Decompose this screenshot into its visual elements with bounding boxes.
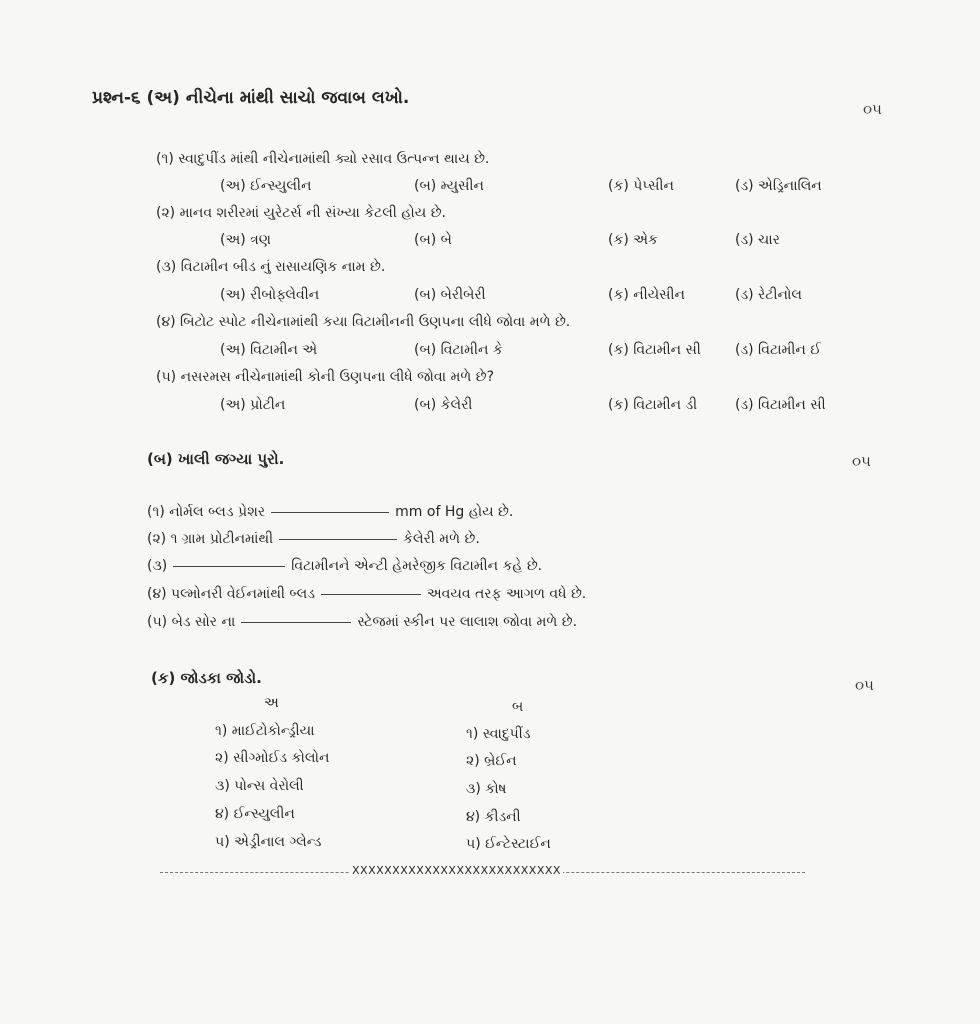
fill-blank-1-pre: (૧) નોર્મલ બ્લડ પ્રેશર (147, 504, 266, 520)
fill-blank-4 (147, 586, 586, 602)
mcq-3-option-b: (બ) બેરીબેરી (414, 287, 486, 303)
mcq-4-option-d: (ડ) વિટામીન ઈ (735, 342, 822, 358)
mcq-4-option-a: (અ) વિટામીન એ (220, 342, 318, 358)
fill-blank-2 (147, 531, 480, 547)
fill-blank-1 (147, 504, 513, 520)
mcq-4-question: (૪) બિટોટ સ્પોટ નીચેનામાંથી કયા વિટામીનની ઉણપના લીધે જોવા મળે છે. (156, 314, 571, 330)
fill-blank-5-post: સ્ટેજમાં સ્કીન પર લાલાશ જોવા મળે છે. (357, 614, 578, 630)
mcq-3-question: (૩) વિટામીન બીડ નું રાસાયણિક નામ છે. (156, 259, 386, 275)
fill-blank-1-post: mm of Hg હોય છે. (395, 504, 514, 520)
fill-blank-4-pre: (૪) પલ્મોનરી વેઈનમાંથી બ્લડ (147, 586, 315, 602)
fill-blank-3-post: વિટામીનને એન્ટી હેમરેજીક વિટામીન કહે છે. (291, 558, 543, 574)
match-b-1: ૧) સ્વાદુપીંડ (466, 726, 531, 742)
mcq-1-question: (૧) સ્વાદુપીંડ માંથી નીચેનામાંથી ક્યો રસાવ ઉત્પન્ન થાય છે. (156, 151, 490, 167)
match-b-4: ૪) કીડની (466, 809, 521, 825)
fill-blank-5 (147, 614, 577, 630)
match-a-2: ૨) સીગ્મોઈડ કોલોન (215, 750, 330, 766)
fill-blank-2-post: કેલેરી મળે છે. (403, 531, 480, 547)
match-b-2: ૨) બ્રેઈન (466, 753, 517, 769)
fill-blank-2-line (279, 539, 397, 540)
section-a-marks: ૦૫ (863, 100, 882, 118)
match-a-4: ૪) ઈન્સ્યુલીન (215, 806, 295, 822)
match-a-1: ૧) માઈટોકોન્ડ્રીયા (215, 723, 315, 739)
fill-blank-3-pre: (૩) (147, 558, 168, 574)
mcq-3-option-d: (ડ) રેટીનોલ (735, 287, 802, 303)
match-b-5: ૫) ઈન્ટેસ્ટાઈન (466, 836, 551, 852)
fill-blank-4-post: અવયવ તરફ આગળ વધે છે. (426, 586, 587, 602)
mcq-2-option-b: (બ) બે (414, 232, 452, 248)
match-b-3: ૩) કોષ (466, 781, 507, 797)
section-b-marks: ૦૫ (852, 452, 871, 470)
mcq-1-option-a: (અ) ઈન્સ્યુલીન (220, 178, 312, 194)
section-c-marks: ૦૫ (855, 676, 874, 694)
fill-blank-2-pre: (૨) ૧ ગ્રામ પ્રોટીનમાંથી (147, 531, 274, 547)
match-col-b-header: બ (512, 699, 524, 715)
fill-blank-3 (147, 558, 542, 574)
section-a-title: પ્રશ્ન-૬ (અ) નીચેના માંથી સાચો જવાબ લખો. (92, 88, 410, 108)
mcq-2-option-c: (ક) એક (608, 232, 658, 248)
mcq-5-question: (૫) નસરમસ નીચેનામાંથી કોની ઉણપના લીધે જોવા મળે છે? (156, 369, 495, 385)
mcq-5-option-d: (ડ) વિટામીન સી (735, 397, 826, 413)
end-divider-label: XXXXXXXXXXXXXXXXXXXXXXXXXX (352, 864, 561, 877)
section-c-title: (ક) જોડકા જોડો. (151, 669, 262, 687)
match-a-5: ૫) એડ્રીનાલ ગ્લેન્ડ (215, 834, 322, 850)
mcq-1-option-d: (ડ) એડ્રિનાલિન (735, 178, 822, 194)
mcq-1-option-c: (ક) પેપ્સીન (608, 178, 674, 194)
mcq-5-option-a: (અ) પ્રોટીન (220, 397, 286, 413)
fill-blank-5-line (241, 622, 351, 623)
mcq-5-option-c: (ક) વિટામીન ડી (608, 397, 698, 413)
mcq-5-option-b: (બ) કેલેરી (414, 397, 473, 413)
match-col-a-header: અ (264, 695, 279, 711)
mcq-3-option-c: (ક) નીયેસીન (608, 287, 685, 303)
mcq-2-question: (૨) માનવ શરીરમાં યુરેટર્સ ની સંખ્યા કેટલી હોય છે. (156, 205, 446, 221)
mcq-1-option-b: (બ) મ્યુસીન (414, 178, 484, 194)
mcq-2-option-d: (ડ) ચાર (735, 232, 780, 248)
fill-blank-5-pre: (૫) બેડ સોર ના (147, 614, 236, 630)
fill-blank-4-line (321, 594, 421, 595)
fill-blank-3-line (173, 566, 285, 567)
mcq-3-option-a: (અ) રીબોફ્લેવીન (220, 287, 320, 303)
fill-blank-1-line (271, 512, 389, 513)
section-b-title: (બ) ખાલી જગ્યા પુરો. (147, 450, 285, 468)
mcq-4-option-b: (બ) વિટામીન કે (414, 342, 503, 358)
mcq-4-option-c: (ક) વિટામીન સી (608, 342, 701, 358)
match-a-3: ૩) પોન્સ વેરોલી (215, 778, 304, 794)
mcq-2-option-a: (અ) ત્રણ (220, 232, 271, 248)
